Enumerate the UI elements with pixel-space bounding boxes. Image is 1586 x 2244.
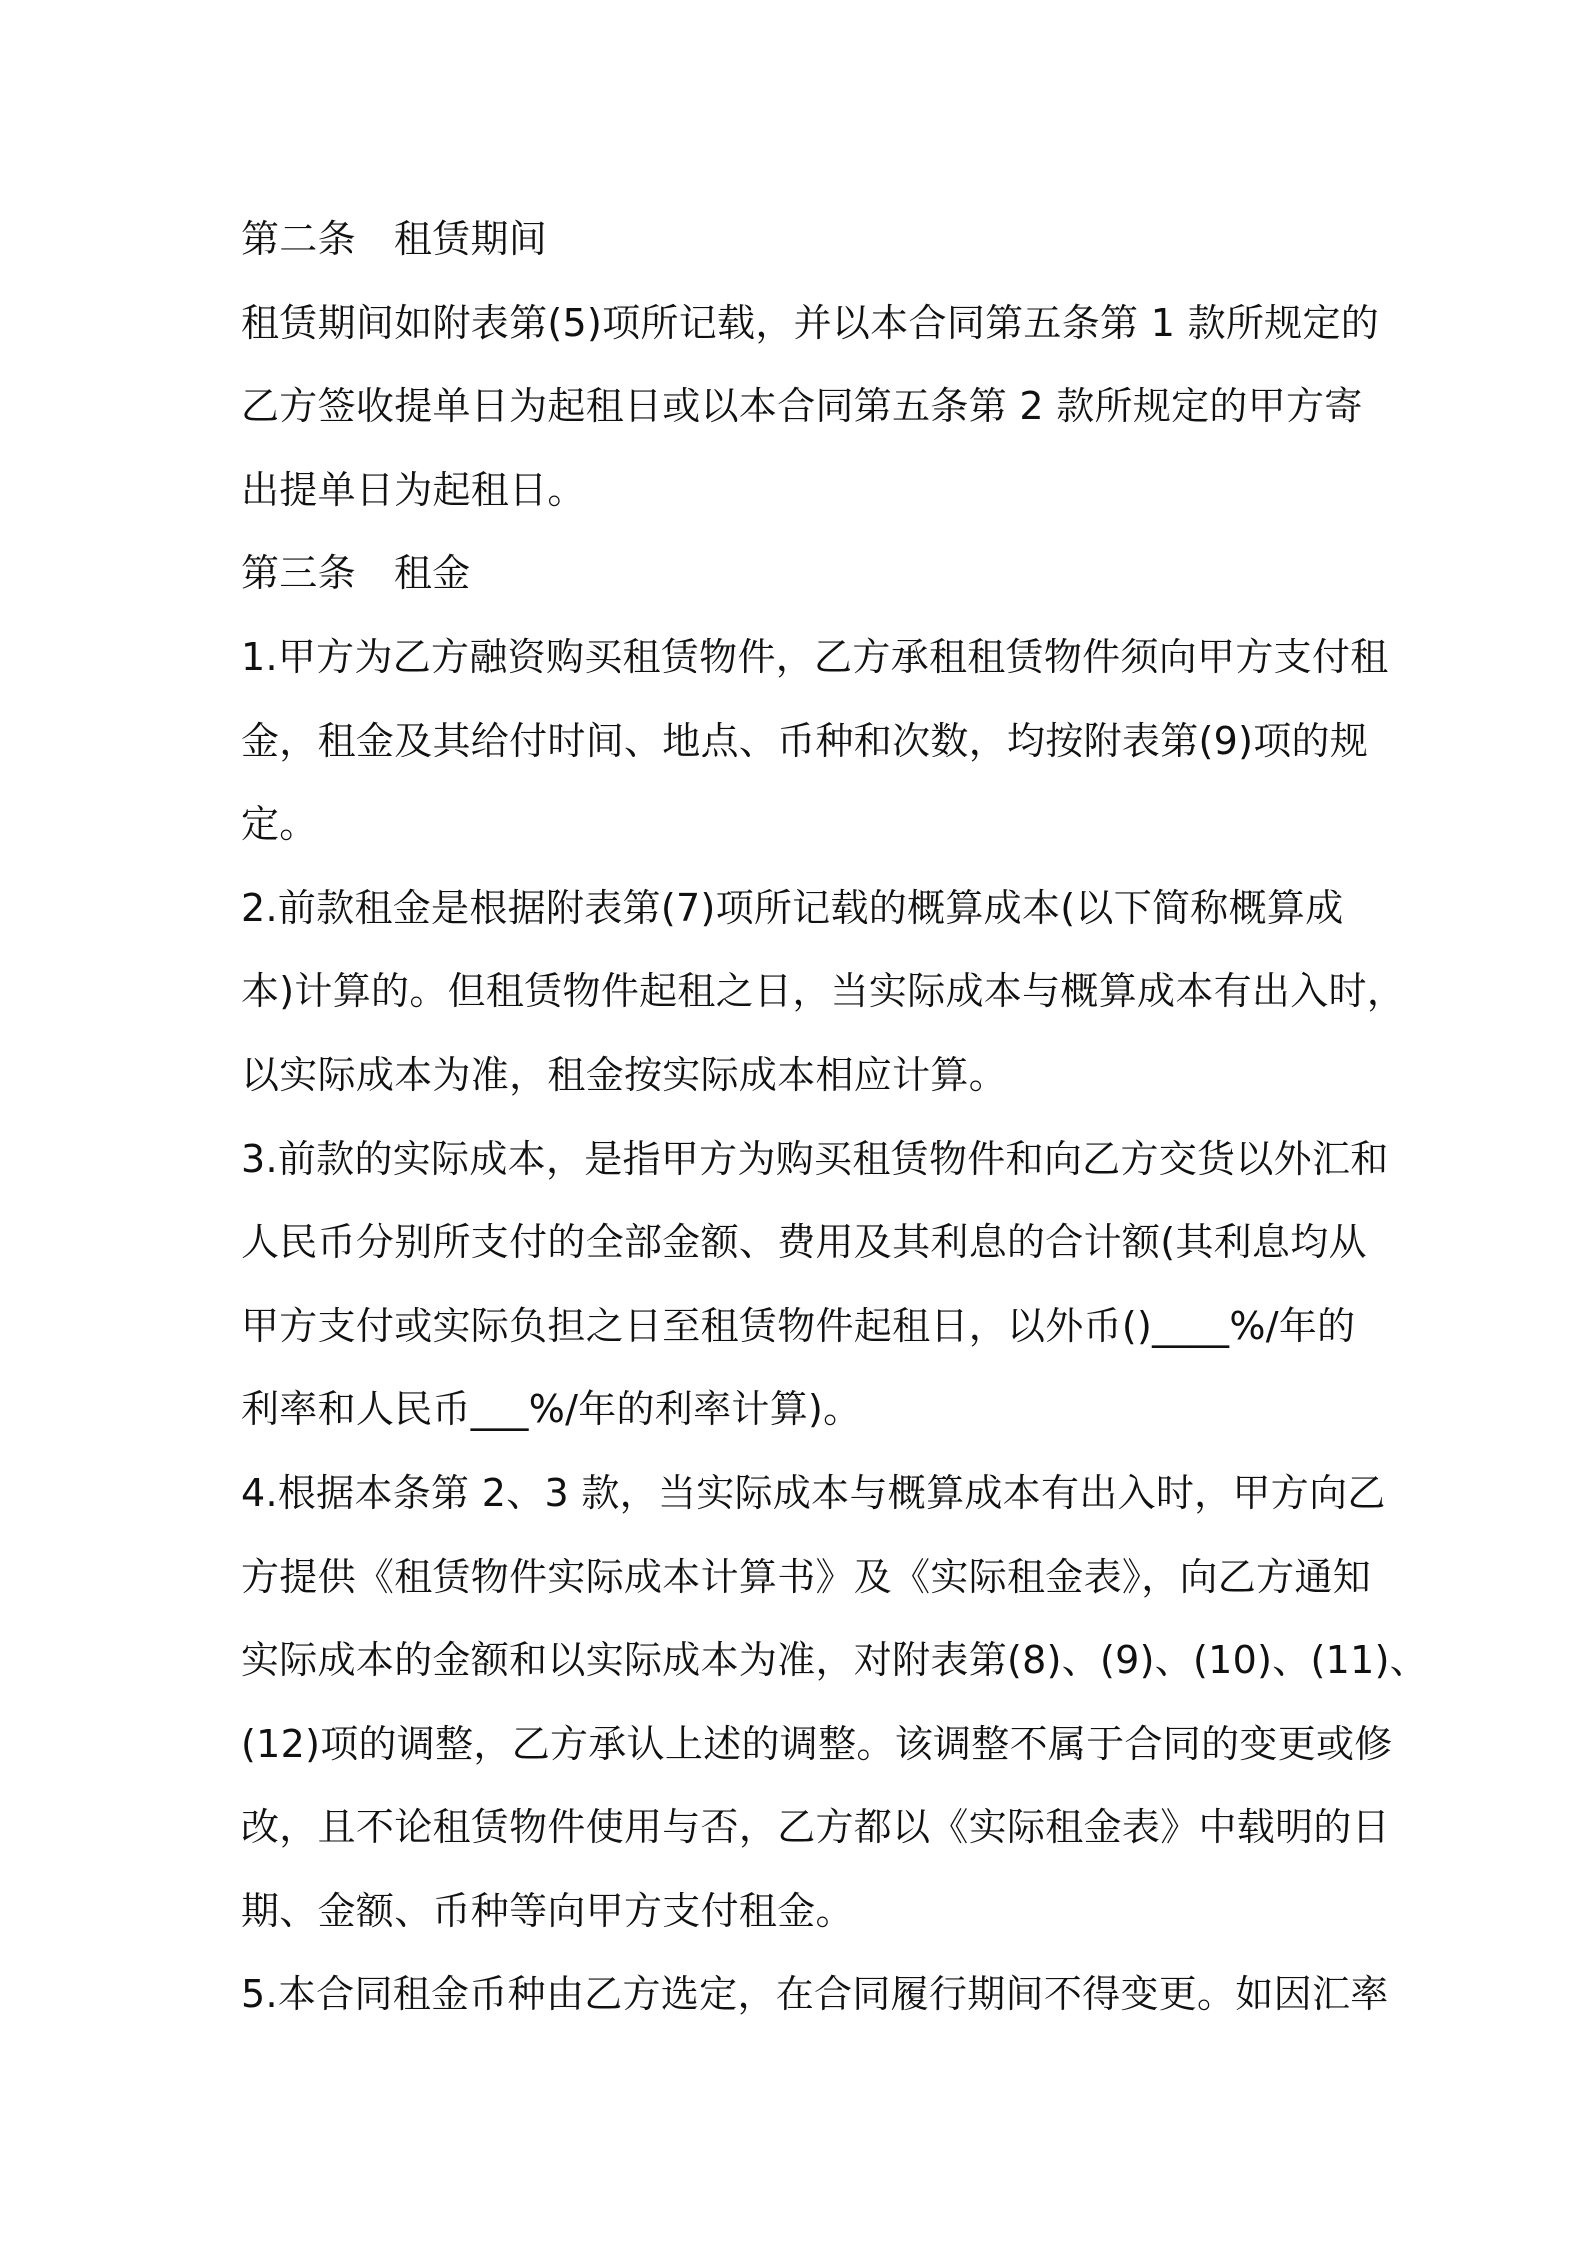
article-3-line: 4.根据本条第 2、3 款，当实际成本与概算成本有出入时，甲方向乙: [241, 1470, 1386, 1515]
article-3-line: 人民币分别所支付的全部金额、费用及其利息的合计额(其利息均从: [241, 1220, 1367, 1265]
article-3-line: 方提供《租赁物件实际成本计算书》及《实际租金表》，向乙方通知: [241, 1554, 1372, 1599]
article-3-line: 以实际成本为准，租金按实际成本相应计算。: [241, 1052, 1008, 1097]
article-2-title: 租赁期间: [393, 217, 548, 261]
article-3-line: 1.甲方为乙方融资购买租赁物件，乙方承租租赁物件须向甲方支付租: [241, 634, 1389, 679]
article-3-line: 本)计算的。但租赁物件起租之日，当实际成本与概算成本有出入时，: [241, 969, 1406, 1014]
article-2-line: 乙方签收提单日为起租日或以本合同第五条第 2 款所规定的甲方寄: [241, 384, 1363, 429]
article-3-line: 改，且不论租赁物件使用与否，乙方都以《实际租金表》中载明的日: [241, 1805, 1391, 1850]
article-3-line: 利率和人民币___%/年的利率计算)。: [241, 1387, 862, 1432]
document-body: [241, 198, 1429, 2037]
article-3-line: 实际成本的金额和以实际成本为准，对附表第(8)、(9)、(10)、(11)、: [241, 1638, 1429, 1683]
article-3-line: 5.本合同租金币种由乙方选定，在合同履行期间不得变更。如因汇率: [241, 1972, 1389, 2017]
article-3-line: 期、金额、币种等向甲方支付租金。: [241, 1888, 854, 1933]
article-3-title: 租金: [393, 551, 471, 596]
article-2-number: 第二条: [241, 217, 356, 261]
article-3-line: 金，租金及其给付时间、地点、币种和次数，均按附表第(9)项的规: [241, 718, 1369, 763]
article-3-line: (12)项的调整，乙方承认上述的调整。该调整不属于合同的变更或修: [241, 1721, 1393, 1766]
article-3-line: 2.前款租金是根据附表第(7)项所记载的概算成本(以下简称概算成: [241, 885, 1344, 930]
article-2-heading: [241, 198, 1371, 282]
article-2-line: 出提单日为起租日。: [241, 467, 586, 512]
article-3-heading: [241, 532, 1371, 616]
article-3-line: 定。: [241, 802, 318, 847]
article-2-line: 租赁期间如附表第(5)项所记载，并以本合同第五条第 1 款所规定的: [241, 300, 1380, 345]
article-3-line: 甲方支付或实际负担之日至租赁物件起租日，以外币()____%/年的: [241, 1303, 1356, 1348]
article-3-line: 3.前款的实际成本，是指甲方为购买租赁物件和向乙方交货以外汇和: [241, 1136, 1389, 1181]
article-3-number: 第三条: [241, 551, 356, 596]
